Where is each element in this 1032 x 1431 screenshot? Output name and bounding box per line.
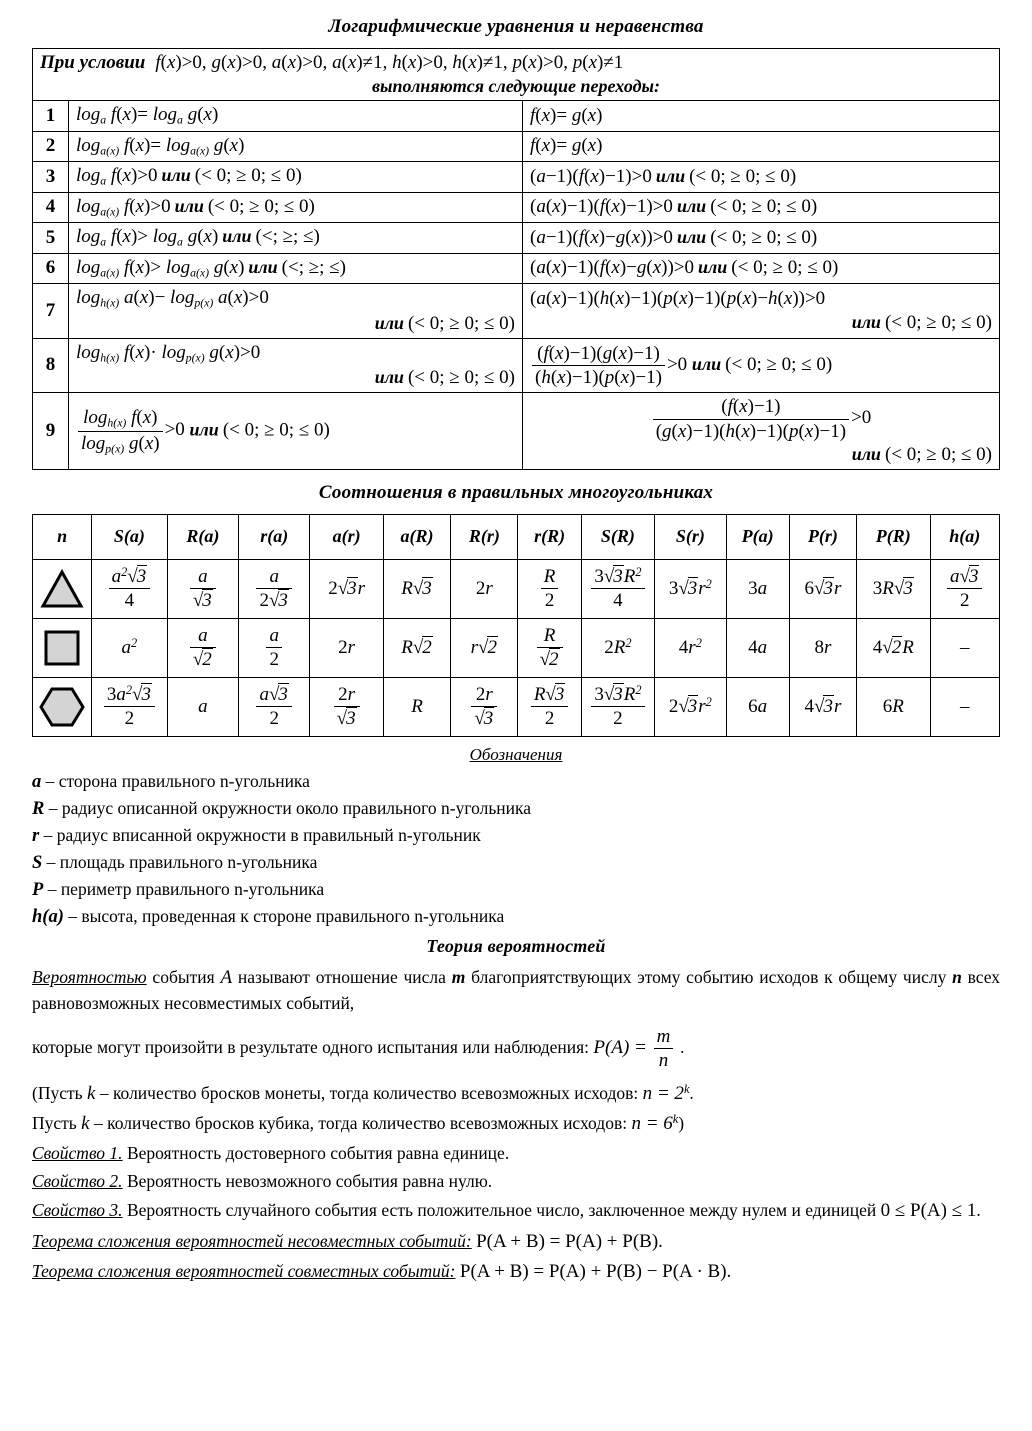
- row-right-expression: $\frac{(f(x)-1)}{(g(x)-1)(h(x)-1)(p(x)-1)}$ >0 или (< 0; ≥ 0; ≤ 0): [523, 393, 1000, 470]
- row-right-expression: (a(x)−1)(h(x)−1)(p(x)−1)(p(x)−h(x))>0 или (< 0; ≥ 0; ≤ 0): [523, 284, 1000, 339]
- or-word-label: или: [248, 256, 278, 277]
- notation-text: – радиус описанной окружности около правильного n-угольника: [48, 797, 532, 818]
- probability-definition-paragraph: [32, 965, 1000, 1016]
- or-word-label: или: [189, 419, 219, 440]
- notation-symbol: r: [32, 826, 40, 847]
- paren-line2-k: k: [81, 1113, 90, 1135]
- or-word-label: или: [374, 312, 404, 333]
- or-word-label: или: [698, 257, 728, 278]
- cell-r-a: $\frac{a}{2√3}$: [239, 559, 310, 618]
- list-item: [32, 852, 1000, 875]
- cell-S-r: $2√3r^2$: [655, 677, 726, 736]
- cell-h-a: –: [930, 618, 999, 677]
- cell-R-r: 2r: [451, 559, 518, 618]
- row-left-expression: $\frac{\log_{h(x)} f(x)}{\log_{p(x)} g(x)}$ >0 или (< 0; ≥ 0; ≤ 0): [69, 393, 523, 470]
- variants-strict: (< 0; ≥ 0; ≤ 0): [884, 311, 992, 333]
- property-3-paragraph: [32, 1198, 1000, 1225]
- cell-R-r: $\frac{2r}{√3}$: [451, 677, 518, 736]
- formula-period: .: [680, 1036, 685, 1057]
- notation-symbol: a: [32, 771, 42, 792]
- variants-strict: (< 0; ≥ 0; ≤ 0): [710, 196, 818, 218]
- row-number: 7: [33, 284, 69, 339]
- col-header-Rr: R(r): [451, 514, 518, 559]
- regular-polygon-relations-table: [32, 514, 1000, 737]
- cell-P-a: 3a: [726, 559, 789, 618]
- definition-var-m: m: [451, 966, 466, 987]
- row-number: 1: [33, 101, 69, 132]
- coin-formula-base: n = 2: [642, 1083, 684, 1105]
- coin-formula: [643, 1083, 690, 1104]
- table-row: [33, 338, 1000, 393]
- row-number: 3: [33, 162, 69, 193]
- definition-part5: которые могут произойти в результате одного испытания или наблюдения:: [32, 1036, 590, 1057]
- theorem-1-label: Теорема сложения вероятностей несовместных событий:: [32, 1230, 472, 1251]
- row-left-expression: $\log_{h(x)} a(x)- \log_{p(x)} a(x)>0$ или (< 0; ≥ 0; ≤ 0): [69, 284, 523, 339]
- definition-part3: благоприятствующих этому событию исходов к общему числу: [471, 966, 947, 987]
- list-item: [32, 798, 1000, 821]
- cell-a-R: R√3: [383, 559, 450, 618]
- cell-P-R: 4√2R: [857, 618, 930, 677]
- list-item: [32, 825, 1000, 848]
- cell-S-R: $\frac{3√3R^2}{2}$: [581, 677, 654, 736]
- condition-list: f(x)>0, g(x)>0, a(x)>0, a(x)≠1, h(x)>0, h(x)≠1, p(x)>0, p(x)≠1: [155, 52, 624, 73]
- col-header-Sa: S(a): [92, 514, 167, 559]
- page-title-probability: Теория вероятностей: [426, 935, 606, 956]
- col-header-rR: r(R): [518, 514, 581, 559]
- row-left-expression: $\log_{a(x)} f(x)= \log_{a(x)} g(x)$: [69, 131, 523, 162]
- or-word-label: или: [691, 353, 722, 374]
- cell-S-a: $a^2$: [92, 618, 167, 677]
- cell-r-R: $\frac{R}{√2}$: [518, 618, 581, 677]
- definition-part1: события: [152, 966, 215, 987]
- property-1-label: Свойство 1.: [32, 1143, 123, 1164]
- fraction: [654, 1026, 674, 1072]
- col-header-Ra: R(a): [167, 514, 238, 559]
- coin-toss-note-line: [32, 1081, 1000, 1108]
- fraction: $\frac{(f(x)-1)}{(g(x)-1)(h(x)-1)(p(x)-1)}$: [653, 396, 849, 442]
- row-right-expression: (a(x)−1)(f(x)−1)>0 или (< 0; ≥ 0; ≤ 0): [523, 192, 1000, 223]
- notation-text: – периметр правильного n-угольника: [47, 879, 325, 900]
- col-header-Pa: P(a): [726, 514, 789, 559]
- cell-S-r: $3√3r^2$: [655, 559, 726, 618]
- row-right-expression: $\frac{(f(x)-1)(g(x)-1)}{(h(x)-1)(p(x)-1)}$ >0 или (< 0; ≥ 0; ≤ 0): [523, 338, 1000, 393]
- variants-strict: (< 0; ≥ 0; ≤ 0): [407, 312, 515, 334]
- definition-var-A: A: [220, 966, 233, 988]
- cell-P-r: 6√3r: [789, 559, 856, 618]
- row-number: 5: [33, 223, 69, 254]
- variants-strict: (< 0; ≥ 0; ≤ 0): [194, 165, 302, 187]
- definition-term: Вероятностью: [32, 966, 147, 987]
- or-word-label: или: [676, 196, 707, 217]
- property-1-line: [32, 1141, 1000, 1166]
- coin-line-tail: .: [689, 1083, 694, 1104]
- definition-var-n: n: [952, 966, 962, 987]
- logarithm-transitions-table: [32, 48, 1000, 470]
- cell-r-R: $\frac{R}{2}$: [518, 559, 581, 618]
- cell-P-a: 6a: [726, 677, 789, 736]
- variants-strict: (< 0; ≥ 0; ≤ 0): [407, 367, 515, 389]
- square-icon: [42, 629, 82, 667]
- cell-S-a: $\frac{3a^2√3}{2}$: [92, 677, 167, 736]
- cell-R-a: a: [167, 677, 238, 736]
- cell-S-a: $\frac{a^2√3}{4}$: [92, 559, 167, 618]
- cell-r-a: $\frac{a}{2}$: [239, 618, 310, 677]
- notation-symbol: S: [32, 853, 43, 874]
- condition-subline: выполняются следующие переходы:: [371, 76, 661, 96]
- dice-formula: [631, 1113, 678, 1134]
- definition-part2: называют отношение числа: [237, 966, 446, 987]
- coin-formula-exponent: k: [683, 1082, 690, 1097]
- variants-strict: (< 0; ≥ 0; ≤ 0): [689, 165, 797, 187]
- cell-P-R: 6R: [857, 677, 930, 736]
- property-3-label: Свойство 3.: [32, 1200, 123, 1221]
- row-left-expression: $\log_a f(x)>0$ или (< 0; ≥ 0; ≤ 0): [69, 162, 523, 193]
- cell-P-a: 4a: [726, 618, 789, 677]
- formula-denominator: n: [654, 1048, 674, 1071]
- dice-formula-exponent: k: [672, 1112, 679, 1127]
- notation-text: – сторона правильного n-угольника: [45, 770, 310, 791]
- col-header-PR: P(R): [857, 514, 930, 559]
- formula-numerator: m: [656, 1025, 671, 1047]
- variants-signs: (<; ≥; ≤): [281, 256, 346, 278]
- cell-r-R: $\frac{R√3}{2}$: [518, 677, 581, 736]
- col-header-SR: S(R): [581, 514, 654, 559]
- notation-text: – радиус вписанной окружности в правильный n-угольник: [43, 825, 481, 846]
- condition-label: При условии: [40, 52, 146, 73]
- property-3-formula: 0 ≤ P(A) ≤ 1: [880, 1200, 977, 1222]
- notation-text: – высота, проведенная к стороне правильного n-угольника: [68, 906, 505, 927]
- row-right-expression: f(x)= g(x): [523, 101, 1000, 132]
- or-word-label: или: [161, 165, 191, 186]
- hexagon-icon: [38, 686, 86, 728]
- property-2-text: Вероятность невозможного события равна нулю.: [126, 1171, 493, 1192]
- dice-line-tail: ): [678, 1113, 685, 1134]
- or-word-label: или: [222, 226, 252, 247]
- table-row: [33, 192, 1000, 223]
- row-left-expression: $\log_{a(x)} f(x)> \log_{a(x)} g(x)$ или (<; ≥; ≤): [69, 253, 523, 284]
- notation-symbol: h(a): [32, 907, 64, 928]
- col-header-ra: r(a): [239, 514, 310, 559]
- condition-cell: [33, 49, 1000, 101]
- col-header-Sr: S(r): [655, 514, 726, 559]
- col-header-n: n: [33, 514, 92, 559]
- variants-strict: (< 0; ≥ 0; ≤ 0): [222, 419, 330, 441]
- page-title-logarithms: Логарифмические уравнения и неравенства: [328, 16, 704, 37]
- table-header-row: [33, 514, 1000, 559]
- notation-text: – площадь правильного n-угольника: [46, 852, 318, 873]
- paren-line1-k: k: [87, 1083, 96, 1105]
- table-row: [33, 253, 1000, 284]
- notations-list: [32, 771, 1000, 930]
- notations-heading-text: Обозначения: [469, 744, 563, 764]
- paren-line2-a: Пусть: [32, 1113, 77, 1134]
- or-word-label: или: [851, 311, 881, 332]
- table-row: [33, 393, 1000, 470]
- row-right-expression: f(x)= g(x): [523, 131, 1000, 162]
- list-item: [32, 906, 1000, 929]
- property-2-label: Свойство 2.: [32, 1171, 123, 1192]
- row-left-expression: $\log_{h(x)} f(x)\cdot \log_{p(x)} g(x)>0$ или (< 0; ≥ 0; ≤ 0): [69, 338, 523, 393]
- col-header-ar: a(r): [310, 514, 383, 559]
- table-row-condition: [33, 49, 1000, 101]
- row-right-expression: (a−1)(f(x)−g(x))>0 или (< 0; ≥ 0; ≤ 0): [523, 223, 1000, 254]
- cell-P-r: 4√3r: [789, 677, 856, 736]
- row-number: 8: [33, 338, 69, 393]
- or-word-label: или: [655, 165, 686, 186]
- variants-strict: (< 0; ≥ 0; ≤ 0): [710, 226, 818, 248]
- square-shape-cell: [33, 618, 92, 677]
- dice-toss-note-line: [32, 1111, 1000, 1138]
- property-1-text: Вероятность достоверного события равна единице.: [126, 1143, 510, 1164]
- paren-line1-a: (Пусть: [32, 1083, 83, 1104]
- cell-a-r: $\frac{2r}{√3}$: [310, 677, 383, 736]
- variants-strict: (< 0; ≥ 0; ≤ 0): [207, 195, 315, 217]
- notation-symbol: P: [32, 880, 44, 901]
- cell-h-a: $\frac{a√3}{2}$: [930, 559, 999, 618]
- cell-S-R: $\frac{3√3R^2}{4}$: [581, 559, 654, 618]
- cell-a-R: R: [383, 677, 450, 736]
- row-right-expression: (a−1)(f(x)−1)>0 или (< 0; ≥ 0; ≤ 0): [523, 162, 1000, 193]
- page-title-polygons: Соотношения в правильных многоугольниках: [318, 481, 714, 503]
- theorem-1-line: [32, 1229, 1000, 1256]
- cell-r-a: $\frac{a√3}{2}$: [239, 677, 310, 736]
- or-word-label: или: [374, 367, 404, 388]
- fraction: $\frac{\log_{h(x)} f(x)}{\log_{p(x)} g(x)}$: [78, 407, 163, 455]
- col-header-aR: a(R): [383, 514, 450, 559]
- table-row: [33, 162, 1000, 193]
- table-row-triangle: [33, 559, 1000, 618]
- triangle-icon: [40, 569, 84, 609]
- row-number: 9: [33, 393, 69, 470]
- table-row: [33, 131, 1000, 162]
- row-left-expression: $\log_a f(x)= \log_a g(x)$: [69, 101, 523, 132]
- fraction: $\frac{(f(x)-1)(g(x)-1)}{(h(x)-1)(p(x)-1)}$: [532, 343, 665, 389]
- cell-R-a: $\frac{a}{√2}$: [167, 618, 238, 677]
- row-number: 2: [33, 131, 69, 162]
- theorem-2-label: Теорема сложения вероятностей совместных событий:: [32, 1260, 456, 1281]
- definition-part4: всех равновозможных несовместимых событий,: [32, 966, 1001, 1014]
- col-header-ha: h(a): [930, 514, 999, 559]
- table-row-hexagon: [33, 677, 1000, 736]
- paren-line1-b: – количество бросков монеты, тогда количество всевозможных исходов:: [99, 1083, 639, 1104]
- hexagon-shape-cell: [33, 677, 92, 736]
- list-item: [32, 771, 1000, 794]
- cell-h-a: –: [930, 677, 999, 736]
- col-header-Pr: P(r): [789, 514, 856, 559]
- or-word-label: или: [676, 226, 707, 247]
- theorem-2-line: [32, 1259, 1000, 1286]
- row-left-expression: $\log_{a(x)} f(x)>0$ или (< 0; ≥ 0; ≤ 0): [69, 192, 523, 223]
- property-3-period: .: [976, 1200, 981, 1221]
- row-number: 4: [33, 192, 69, 223]
- row-number: 6: [33, 253, 69, 284]
- variants-strict: (< 0; ≥ 0; ≤ 0): [884, 443, 992, 465]
- row-right-expression: (a(x)−1)(f(x)−g(x))>0 или (< 0; ≥ 0; ≤ 0): [523, 253, 1000, 284]
- cell-S-R: $2R^2$: [581, 618, 654, 677]
- notations-heading: [32, 745, 1000, 765]
- probability-formula: [593, 1025, 680, 1071]
- triangle-shape-cell: [33, 559, 92, 618]
- cell-R-a: $\frac{a}{√3}$: [167, 559, 238, 618]
- paren-line2-b: – количество бросков кубика, тогда количество всевозможных исходов:: [93, 1113, 628, 1134]
- theorem-1-formula: P(A + B) = P(A) + P(B).: [476, 1230, 663, 1252]
- table-row-square: [33, 618, 1000, 677]
- table-row: [33, 223, 1000, 254]
- property-2-line: [32, 1169, 1000, 1194]
- cell-P-r: 8r: [789, 618, 856, 677]
- row-left-expression: $\log_a f(x)> \log_a g(x)$ или (<; ≥; ≤): [69, 223, 523, 254]
- dice-formula-base: n = 6: [631, 1113, 673, 1135]
- variants-signs: (<; ≥; ≤): [255, 226, 320, 248]
- cell-a-r: 2√3r: [310, 559, 383, 618]
- notation-symbol: R: [32, 798, 45, 819]
- cell-R-r: r√2: [451, 618, 518, 677]
- variants-strict: (< 0; ≥ 0; ≤ 0): [731, 257, 839, 279]
- cell-a-R: R√2: [383, 618, 450, 677]
- table-row: [33, 101, 1000, 132]
- cell-P-R: 3R√3: [857, 559, 930, 618]
- variants-strict: (< 0; ≥ 0; ≤ 0): [725, 353, 833, 375]
- probability-formula-paragraph: [32, 1026, 1000, 1072]
- table-row: [33, 284, 1000, 339]
- formula-lhs: P(A) =: [593, 1036, 647, 1058]
- or-word-label: или: [851, 443, 881, 464]
- cell-S-r: $4r^2$: [655, 618, 726, 677]
- theorem-2-formula: P(A + B) = P(A) + P(B) − P(A · B).: [459, 1260, 732, 1282]
- list-item: [32, 879, 1000, 902]
- property-3-text: Вероятность случайного события есть положительное число, заключенное между нулем и единицей: [126, 1200, 877, 1221]
- cell-a-r: 2r: [310, 618, 383, 677]
- or-word-label: или: [174, 195, 204, 216]
